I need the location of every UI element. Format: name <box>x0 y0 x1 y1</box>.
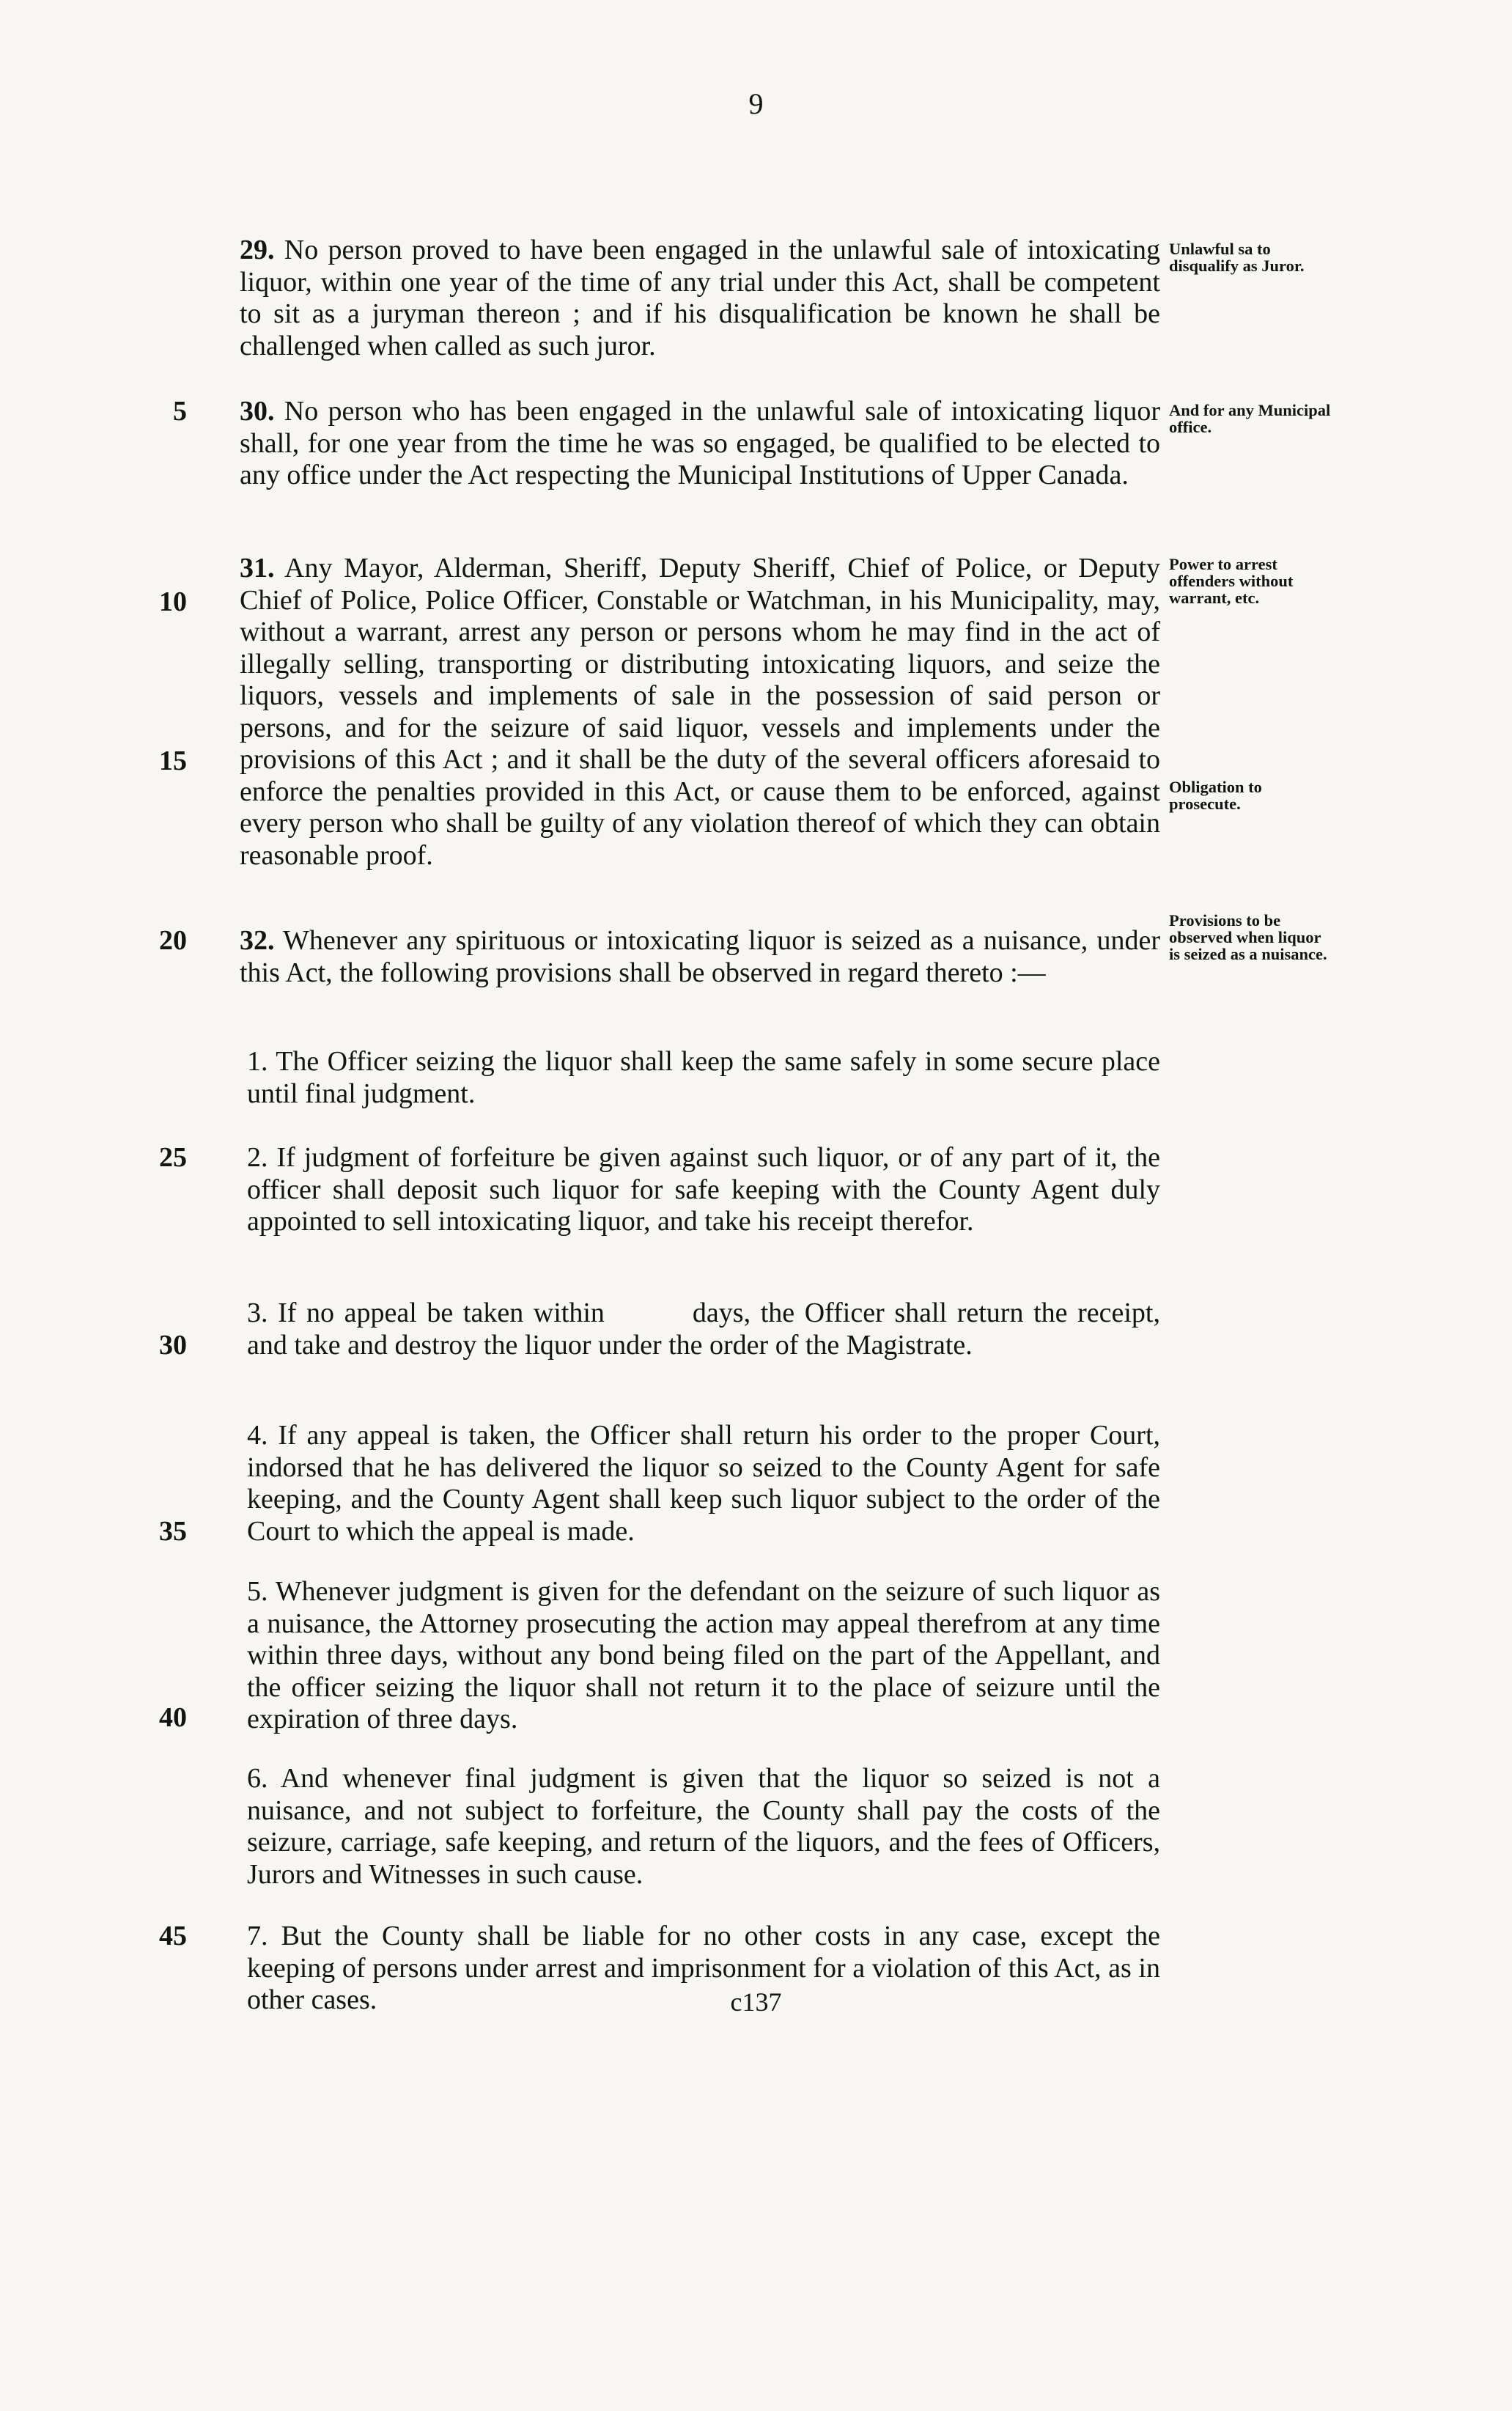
line-number: 5 <box>173 396 187 427</box>
subsection-3-text-b: days, the Officer shall return the receipt, and take and destroy the liquor under the order of the Magistrate. <box>247 1297 1160 1361</box>
margin-note: Power to arrest offenders without warrant, etc. <box>1169 555 1294 607</box>
section-text: Any Mayor, Alderman, Sheriff, Deputy Sheriff, Chief of Police, or Deputy Chief of Police, Police Officer, Constable or Watchman, in his Municipality, may, without a warrant, arrest any person or persons whom he may find in the act of illegally selling, transporting or distributing intoxicating liquors, and seize the liquors, vessels and implements of sale in the possession of said person or persons, and for the seizure of said liquor, vessels and implements under the provisions of this Act ; and it shall be the duty of the several officers aforesaid to enforce the penalties provided in this Act, or cause them to be enforced, against every person who shall be guilty of any violation thereof of which they can obtain reasonable proof. <box>240 553 1160 871</box>
line-number: 25 <box>159 1142 187 1173</box>
section-number: 30. <box>240 396 275 427</box>
section-29-body <box>240 235 1160 362</box>
line-number: 15 <box>159 746 187 776</box>
subsection-5: 5. Whenever judgment is given for the defendant on the seizure of such liquor as a nuisance, the Attorney prosecuting the action may appeal therefrom at any time within three days, without any bond being filed on the part of the Appellant, and the officer seizing the liquor shall not return it to the place of seizure until the expiration of three days. <box>247 1576 1160 1734</box>
line-number: 35 <box>159 1516 187 1547</box>
line-number: 45 <box>159 1921 187 1951</box>
line-number: 10 <box>159 586 187 617</box>
subsection-6: 6. And whenever final judgment is given that the liquor so seized is not a nuisance, and not subject to forfeiture, the County shall pay the costs of the seizure, carriage, safe keeping, and return of the liquors, and the fees of Officers, Jurors and Witnesses in such cause. <box>247 1763 1160 1890</box>
section-text: No person proved to have been engaged in the unlawful sale of intoxicating liquor, within one year of the time of any trial under this Act, shall be competent to sit as a juryman thereon ; and if his disqualification be known he shall be challenged when called as such juror. <box>240 235 1160 361</box>
section-number: 32. <box>240 925 275 956</box>
section-31-body <box>240 553 1160 872</box>
page-number: 9 <box>748 87 764 120</box>
subsection-3-text-a: 3. If no appeal be taken within <box>247 1297 605 1328</box>
section-text: Whenever any spirituous or intoxicating liquor is seized as a nuisance, under this Act, the following provisions shall be observed in regard thereto :— <box>240 925 1160 988</box>
section-30-body <box>240 396 1160 492</box>
section-32-body <box>240 925 1160 989</box>
subsection-3 <box>247 1297 1160 1361</box>
margin-note: Provisions to be observed when liquor is seized as a nuisance. <box>1169 911 1327 963</box>
subsection-2: 2. If judgment of forfeiture be given against such liquor, or of any part of it, the officer shall deposit such liquor for safe keeping with the County Agent duly appointed to sell intoxicating liquor, and take his receipt therefor. <box>247 1142 1160 1237</box>
margin-note: And for any Municipal office. <box>1169 401 1331 436</box>
section-number: 31. <box>240 553 275 584</box>
line-number: 30 <box>159 1330 187 1361</box>
subsection-1: 1. The Officer seizing the liquor shall keep the same safely in some secure place until final judgment. <box>247 1046 1160 1109</box>
subsection-7: 7. But the County shall be liable for no other costs in any case, except the keeping of persons under arrest and imprisonment for a violation of this Act, as in other cases. <box>247 1921 1160 2015</box>
margin-note-2: Obligation to prosecute. <box>1169 778 1262 813</box>
section-text: No person who has been engaged in the unlawful sale of intoxicating liquor shall, for one year from the time he was so engaged, be qualified to be elected to any office under the Act respecting the Municipal Institutions of Upper Canada. <box>240 396 1160 490</box>
line-number: 40 <box>159 1702 187 1733</box>
line-number: 20 <box>159 925 187 956</box>
subsection-4: 4. If any appeal is taken, the Officer shall return his order to the proper Court, indorsed that he has delivered the liquor so seized to the County Agent for safe keeping, and the County Agent shall keep such liquor subject to the order of the Court to which the appeal is made. <box>247 1420 1160 1547</box>
margin-note: Unlawful sa to disqualify as Juror. <box>1169 240 1305 275</box>
signature-mark: c137 <box>730 1987 782 2017</box>
section-number: 29. <box>240 235 275 265</box>
